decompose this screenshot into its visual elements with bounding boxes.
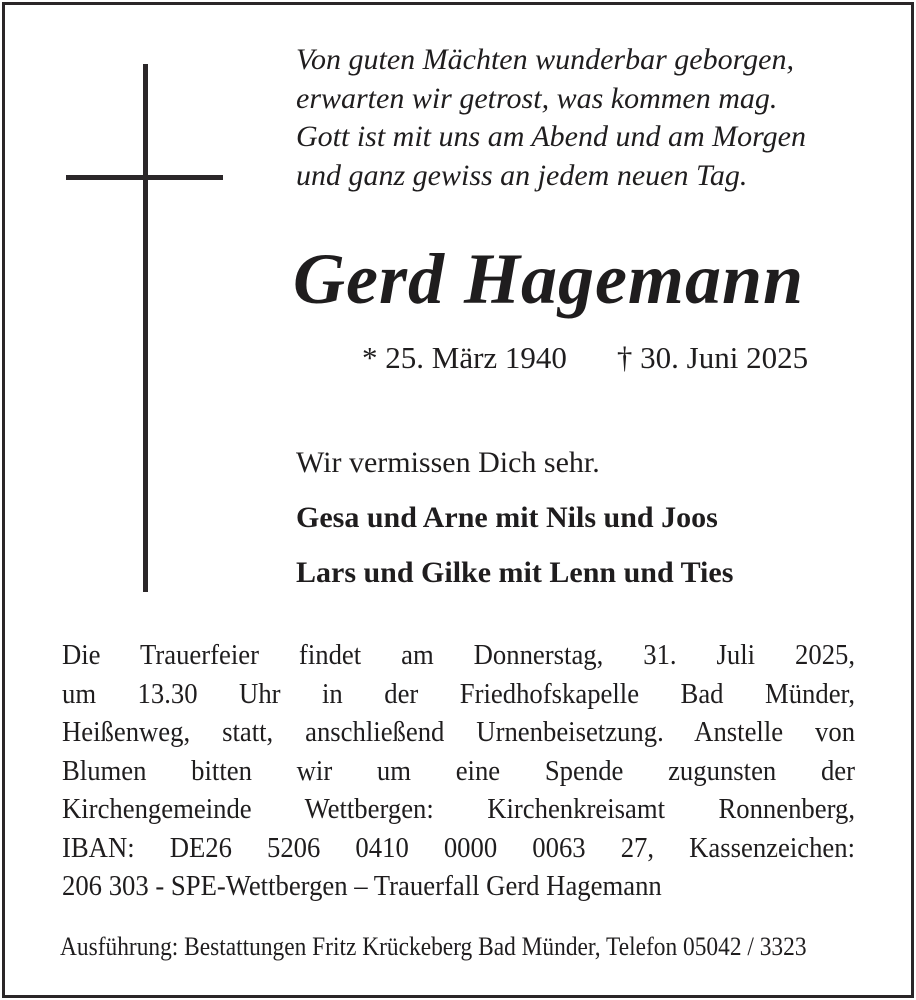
funeral-text-line: Kirchengemeinde Wettbergen: Kirchenkreisamt Ronnenberg, — [62, 793, 856, 825]
funeral-text-line: Blumen bitten wir um eine Spende zugunsten der — [62, 754, 856, 787]
poem-line: und ganz gewiss an jedem neuen Tag. — [296, 159, 748, 193]
funeral-home-line: Ausführung: Bestattungen Fritz Krückeberg Bad Münder, Telefon 05042 / 3323 — [60, 932, 807, 961]
funeral-details-paragraph — [62, 636, 855, 906]
death-date: † 30. Juni 2025 — [616, 340, 809, 375]
life-dates — [362, 341, 808, 375]
funeral-text-line: Heißenweg, statt, anschließend Urnenbeisetzung. Anstelle von — [62, 716, 856, 748]
deceased-name: Gerd Hagemann — [293, 239, 805, 319]
epigraph-poem — [296, 41, 806, 196]
cross-vertical-bar — [143, 64, 148, 592]
poem-line: erwarten wir getrost, was kommen mag. — [296, 81, 778, 115]
condolence-line: Wir vermissen Dich sehr. — [296, 446, 600, 479]
poem-line: Von guten Mächten wunderbar geborgen, — [296, 43, 794, 76]
birth-date: * 25. März 1940 — [362, 340, 567, 375]
funeral-text-line: Die Trauerfeier findet am Donnerstag, 31. Juli 2025, — [62, 639, 856, 671]
poem-line: Gott ist mit uns am Abend und am Morgen — [296, 120, 806, 154]
family-names-line: Gesa und Arne mit Nils und Joos — [296, 501, 718, 534]
funeral-text-line: IBAN: DE26 5206 0410 0000 0063 27, Kassenzeichen: — [62, 831, 856, 864]
funeral-text-line: um 13.30 Uhr in der Friedhofskapelle Bad Münder, — [62, 677, 856, 710]
cross-horizontal-bar — [66, 175, 223, 180]
family-names-line: Lars und Gilke mit Lenn und Ties — [296, 556, 734, 589]
funeral-text-line: 206 303 - SPE-Wettbergen – Trauerfall Gerd Hagemann — [62, 870, 662, 902]
